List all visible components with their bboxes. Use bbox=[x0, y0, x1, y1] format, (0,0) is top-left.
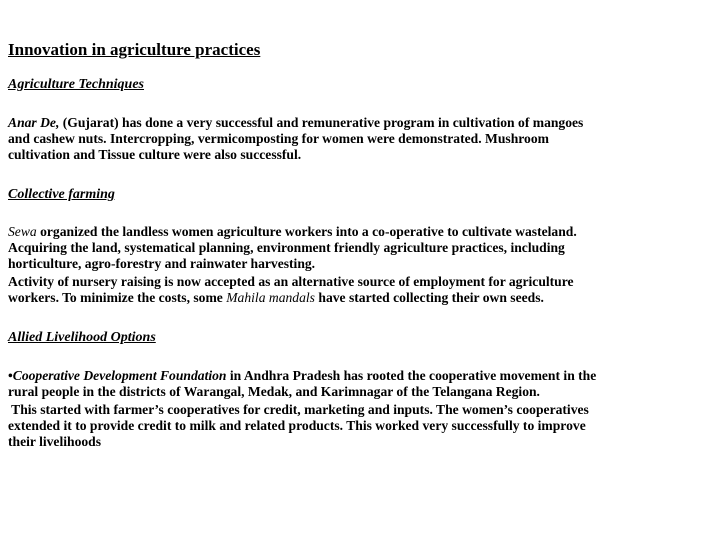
paragraph-cdf bbox=[8, 368, 596, 450]
section-heading-collective-farming: Collective farming bbox=[8, 187, 115, 202]
text-line: their livelihoods bbox=[8, 434, 102, 449]
text-line: cultivation and Tissue culture were also successful. bbox=[8, 147, 302, 162]
emphasis-mahila-mandals: Mahila mandals bbox=[226, 290, 315, 305]
section-heading-agriculture-techniques: Agriculture Techniques bbox=[8, 77, 145, 92]
page-title: Innovation in agriculture practices bbox=[8, 40, 261, 59]
text-line: workers. To minimize the costs, some bbox=[8, 290, 227, 305]
text-line: horticulture, agro-forestry and rainwater harvesting. bbox=[8, 256, 316, 271]
text-line: and cashew nuts. Intercropping, vermicomposting for women were demonstrated. Mushroom bbox=[8, 131, 549, 146]
org-name: Anar De, bbox=[8, 115, 60, 130]
bullet: • bbox=[8, 368, 13, 383]
paragraph-sewa bbox=[8, 224, 577, 306]
text-line: organized the landless women agriculture workers into a co-operative to cultivate wasteland. bbox=[36, 224, 577, 239]
org-name: Sewa bbox=[8, 224, 37, 239]
section-heading-allied-livelihood: Allied Livelihood Options bbox=[8, 330, 156, 345]
text-line: Acquiring the land, systematical planning, environment friendly agriculture practices, including bbox=[8, 240, 565, 255]
org-name: Cooperative Development Foundation bbox=[12, 368, 227, 383]
text-line: This started with farmer’s cooperatives for credit, marketing and inputs. The women’s cooperatives bbox=[8, 402, 589, 417]
text-line: rural people in the districts of Warangal, Medak, and Karimnagar of the Telangana Region. bbox=[8, 384, 540, 399]
text-line: (Gujarat) has done a very successful and remunerative program in cultivation of mangoes bbox=[59, 115, 584, 130]
text-line: in Andhra Pradesh has rooted the cooperative movement in the bbox=[226, 368, 597, 383]
text-line: have started collecting their own seeds. bbox=[314, 290, 544, 305]
paragraph-anar-de bbox=[8, 115, 583, 163]
text-line: extended it to provide credit to milk and related products. This worked very successfully to improve bbox=[8, 418, 586, 433]
text-line: Activity of nursery raising is now accepted as an alternative source of employment for agriculture bbox=[8, 274, 574, 289]
